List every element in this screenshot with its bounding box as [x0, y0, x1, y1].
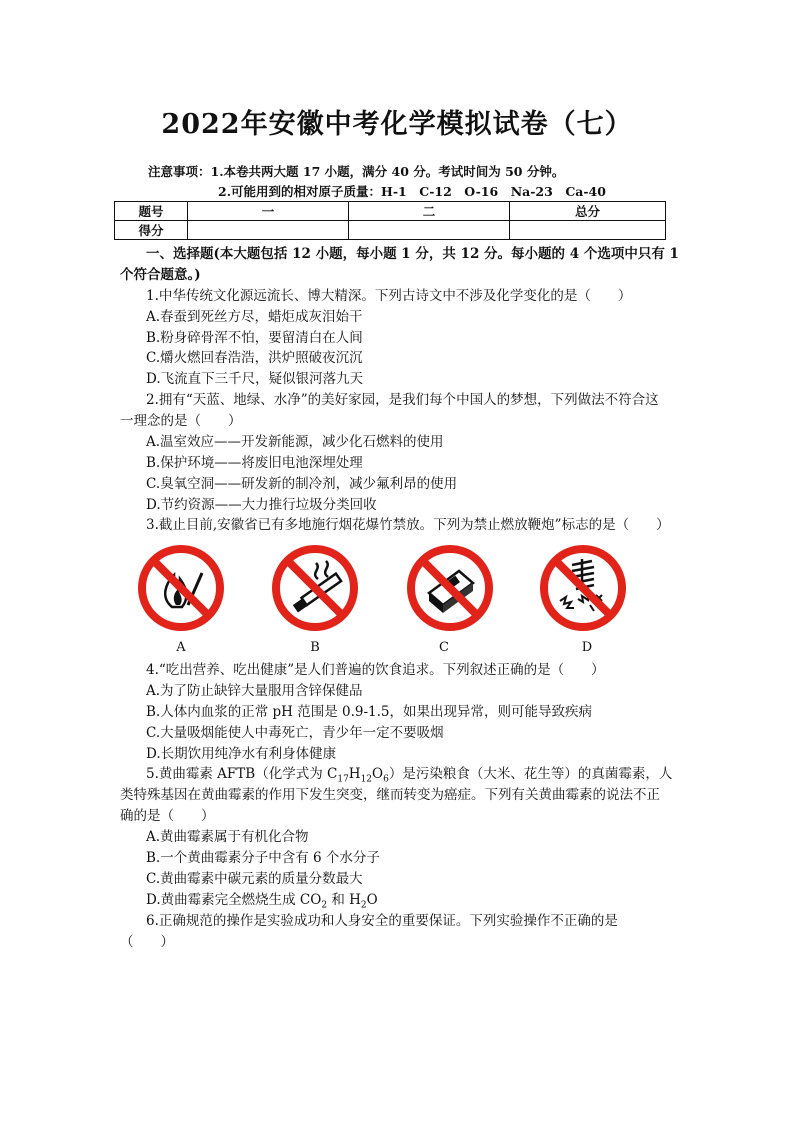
q1-stem: 1.中华传统文化源远流长、博大精深。下列古诗文中不涉及化学变化的是（ ） — [146, 288, 632, 304]
q3-label-a: A — [176, 640, 186, 655]
q1-option-d: D.飞流直下三千尺，疑似银河落九天 — [146, 371, 364, 387]
score-cell-blank — [510, 221, 666, 240]
q5-option-c: C.黄曲霉素中碳元素的质量分数最大 — [146, 871, 363, 887]
q5-option-d-text: D.黄曲霉素完全燃烧生成 CO — [146, 892, 322, 908]
no-open-flame-icon — [136, 543, 226, 633]
q4-option-d: D.长期饮用纯净水有利身体健康 — [146, 746, 337, 762]
q2-option-d: D.节约资源——大力推行垃圾分类回收 — [146, 497, 377, 513]
score-table-header-row — [115, 202, 666, 221]
q5-stem-text: 5.黄曲霉素 AFTB（化学式为 C — [146, 766, 338, 782]
score-cell-blank — [349, 221, 510, 240]
q2-option-a: A.温室效应——开发新能源，减少化石燃料的使用 — [146, 434, 444, 450]
q2-option-b: B.保护环境——将废旧电池深埋处理 — [146, 455, 363, 471]
notes-line-1: 注意事项：1.本卷共两大题 17 小题，满分 40 分。考试时间为 50 分钟。 — [148, 164, 565, 179]
score-table-score-row — [115, 221, 666, 240]
notes-line-2: 2.可能用到的相对原子质量：H-1 C-12 O-16 Na-23 Ca-40 — [218, 184, 606, 199]
score-table — [114, 201, 666, 240]
q4-option-c: C.大量吸烟能使人中毒死亡，青少年一定不要吸烟 — [146, 725, 444, 741]
q2-stem-line2: 一理念的是（ ） — [120, 413, 242, 429]
q5-sub: 6 — [383, 774, 389, 785]
page-title: 2022年安徽中考化学模拟试卷（七） — [161, 109, 633, 140]
q3-label-b: B — [310, 640, 320, 655]
q5-option-d-text: 和 H — [327, 892, 361, 908]
q3-stem: 3.截止目前,安徽省已有多地施行烟花爆竹禁放。下列为禁止燃放鞭炮”标志的是（ ） — [146, 517, 670, 533]
q6-stem-line2: （ ） — [120, 934, 174, 950]
score-cell-question: 题号 — [115, 202, 188, 221]
q1-option-c: C.爝火燃回春浩浩，洪炉照破夜沉沉 — [146, 350, 363, 366]
q3-label-c: C — [439, 640, 449, 655]
q5-option-d-text: O — [366, 892, 378, 908]
q5-sub: 2 — [360, 900, 367, 911]
no-firecrackers-icon — [538, 543, 628, 633]
section1-header-line1: 一、选择题(本大题包括 12 小题，每小题 1 分，共 12 分。每小题的 4 个选项中只有 1 — [146, 246, 679, 262]
q6-stem-line1: 6.正确规范的操作是实验成功和人身安全的重要保证。下列实验操作不正确的是 — [146, 913, 618, 929]
q5-option-a: A.黄曲霉素属于有机化合物 — [146, 829, 309, 845]
q5-sub: 2 — [321, 900, 328, 911]
q5-stem-text: ）是污染粮食（大米、花生等）的真菌霉素，人 — [388, 766, 673, 782]
q2-stem-line1: 2.拥有“天蓝、地绿、水净”的美好家园，是我们每个中国人的梦想，下列做法不符合这 — [146, 392, 659, 408]
score-cell-part1: 一 — [188, 202, 349, 221]
q1-option-a: A.春蚕到死丝方尽，蜡炬成灰泪始干 — [146, 309, 363, 325]
q4-option-a: A.为了防止缺锌大量服用含锌保健品 — [146, 683, 363, 699]
q5-formula-part: H — [348, 766, 361, 782]
q5-option-b: B.一个黄曲霉素分子中含有 6 个水分子 — [146, 850, 380, 866]
q5-formula-part: O — [372, 766, 384, 782]
q5-sub: 12 — [360, 774, 373, 785]
no-smoking-icon — [270, 543, 360, 633]
q3-label-d: D — [581, 640, 593, 655]
score-cell-blank — [188, 221, 349, 240]
q4-option-b: B.人体内血浆的正常 pH 范围是 0.9-1.5，如果出现异常，则可能导致疾病 — [146, 704, 593, 720]
q1-option-b: B.粉身碎骨浑不怕，要留清白在人间 — [146, 330, 363, 346]
q5-stem-line3: 确的是（ ） — [120, 808, 215, 824]
score-cell-part2: 二 — [349, 202, 510, 221]
q5-sub: 17 — [337, 774, 349, 785]
score-cell-total: 总分 — [510, 202, 666, 221]
section1-header-line2: 个符合题意。) — [120, 267, 201, 283]
q2-option-c: C.臭氧空洞——研发新的制冷剂，减少氟利昂的使用 — [146, 476, 458, 492]
q5-stem-line2: 类特殊基因在黄曲霉素的作用下发生突变，继而转变为癌症。下列有关黄曲霉素的说法不正 — [120, 787, 660, 803]
q4-stem: 4.“吃出营养、吃出健康”是人们普遍的饮食追求。下列叙述正确的是（ ） — [146, 662, 605, 678]
score-cell-label: 得分 — [115, 221, 188, 240]
no-matches-icon — [405, 543, 495, 633]
